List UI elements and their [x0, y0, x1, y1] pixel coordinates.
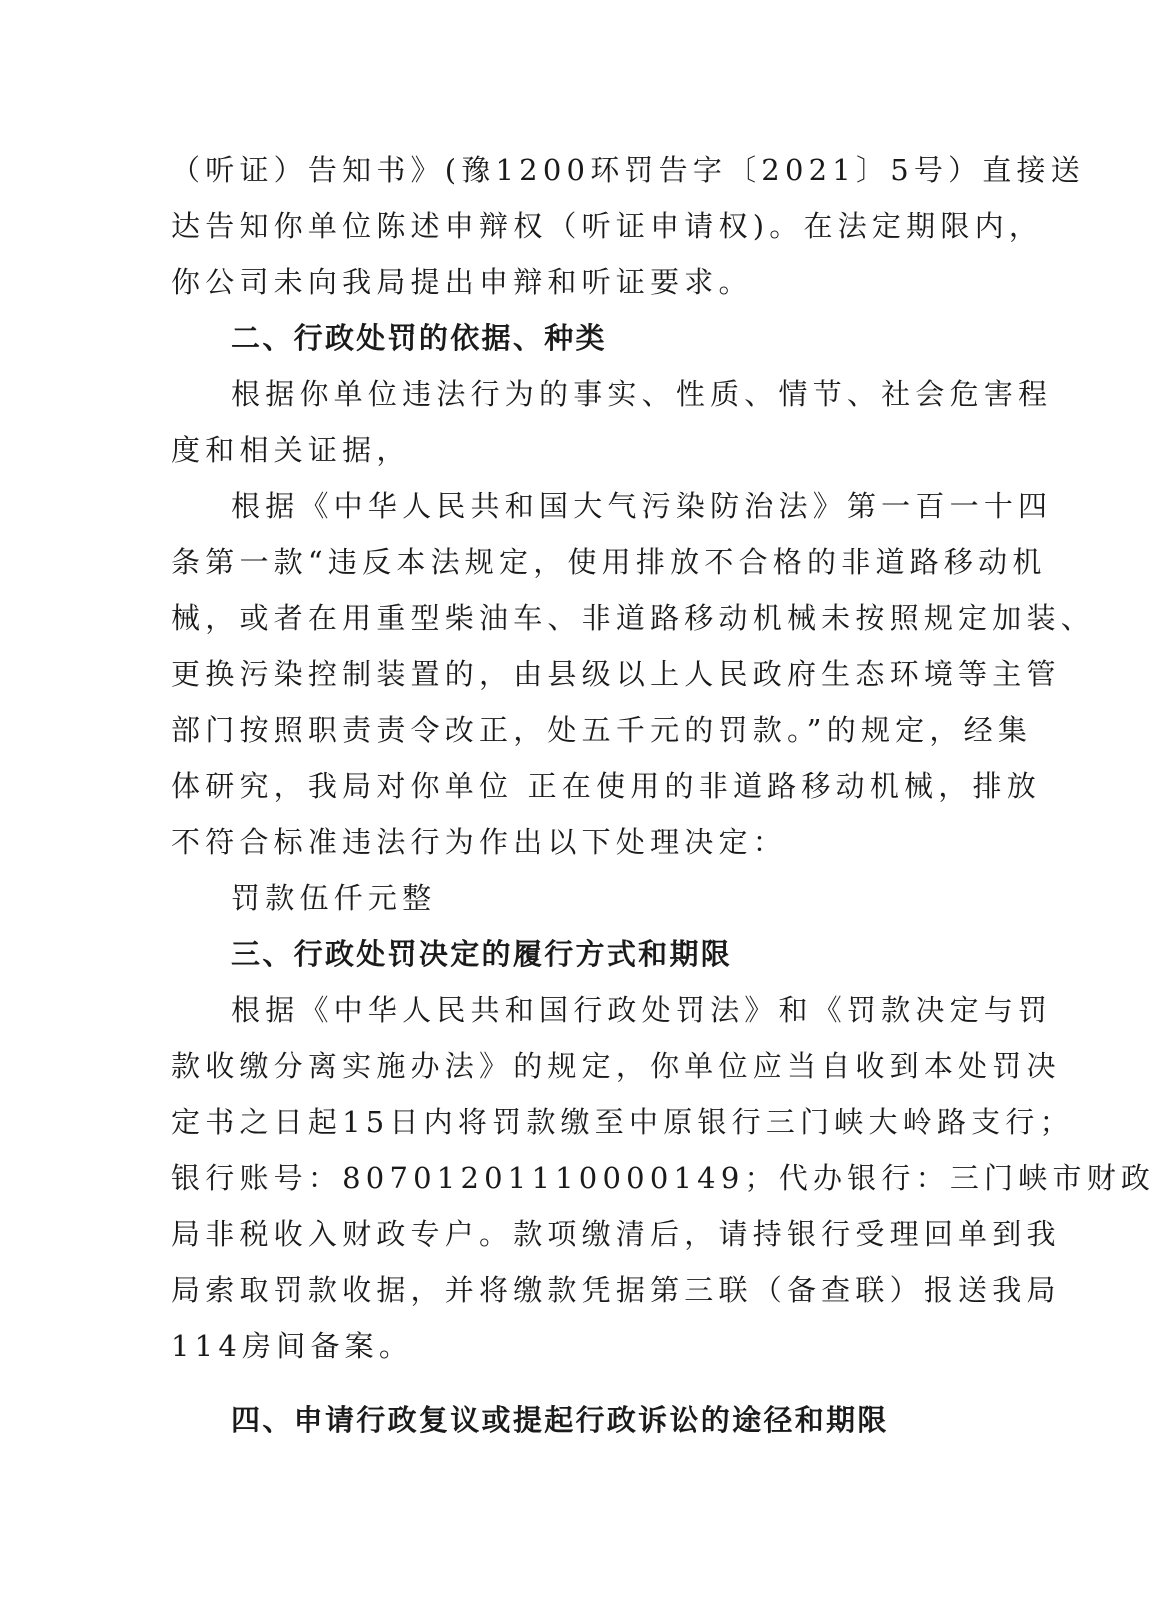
text-line: 械，或者在用重型柴油车、非道路移动机械未按照规定加装、: [171, 601, 1095, 635]
text-line: 银行账号：80701201110000149；代办银行：三门峡市财政: [171, 1161, 1155, 1195]
text-line: 款收缴分离实施办法》的规定，你单位应当自收到本处罚决: [171, 1049, 1061, 1083]
text-line: 114房间备案。: [171, 1329, 414, 1363]
text-line: 局索取罚款收据，并将缴款凭据第三联（备查联）报送我局: [171, 1273, 1061, 1307]
section-heading-3: 三、行政处罚决定的履行方式和期限: [231, 937, 733, 971]
penalty-amount: 罚款伍仟元整: [231, 881, 437, 915]
text-line: 达告知你单位陈述申辩权（听证申请权)。在法定期限内，: [171, 209, 1044, 243]
text-line: 不符合标准违法行为作出以下处理决定：: [171, 825, 787, 859]
text-line: 你公司未向我局提出申辩和听证要求。: [171, 265, 753, 299]
text-line: 体研究，我局对你单位 正在使用的非道路移动机械，排放: [171, 769, 1041, 803]
document-body: [171, 142, 1155, 1448]
text-line: 根据你单位违法行为的事实、性质、情节、社会危害程: [231, 377, 1053, 411]
text-line: 根据《中华人民共和国行政处罚法》和《罚款决定与罚: [231, 993, 1053, 1027]
text-line: 条第一款“违反本法规定，使用排放不合格的非道路移动机: [171, 545, 1047, 579]
section-heading-4: 四、申请行政复议或提起行政诉讼的途径和期限: [231, 1403, 889, 1437]
text-line: 部门按照职责责令改正，处五千元的罚款。”的规定，经集: [171, 713, 1033, 747]
text-line: 定书之日起15日内将罚款缴至中原银行三门峡大岭路支行；: [171, 1105, 1074, 1139]
text-line: 根据《中华人民共和国大气污染防治法》第一百一十四: [231, 489, 1053, 523]
section-heading-2: 二、行政处罚的依据、种类: [231, 321, 607, 355]
text-line: 更换污染控制装置的，由县级以上人民政府生态环境等主管: [171, 657, 1061, 691]
text-line: 度和相关证据，: [171, 433, 411, 467]
text-line: 局非税收入财政专户。款项缴清后，请持银行受理回单到我: [171, 1217, 1061, 1251]
text-line: （听证）告知书》(豫1200环罚告字〔2021〕5号）直接送: [171, 153, 1085, 187]
paragraph-gap: [171, 1374, 941, 1392]
